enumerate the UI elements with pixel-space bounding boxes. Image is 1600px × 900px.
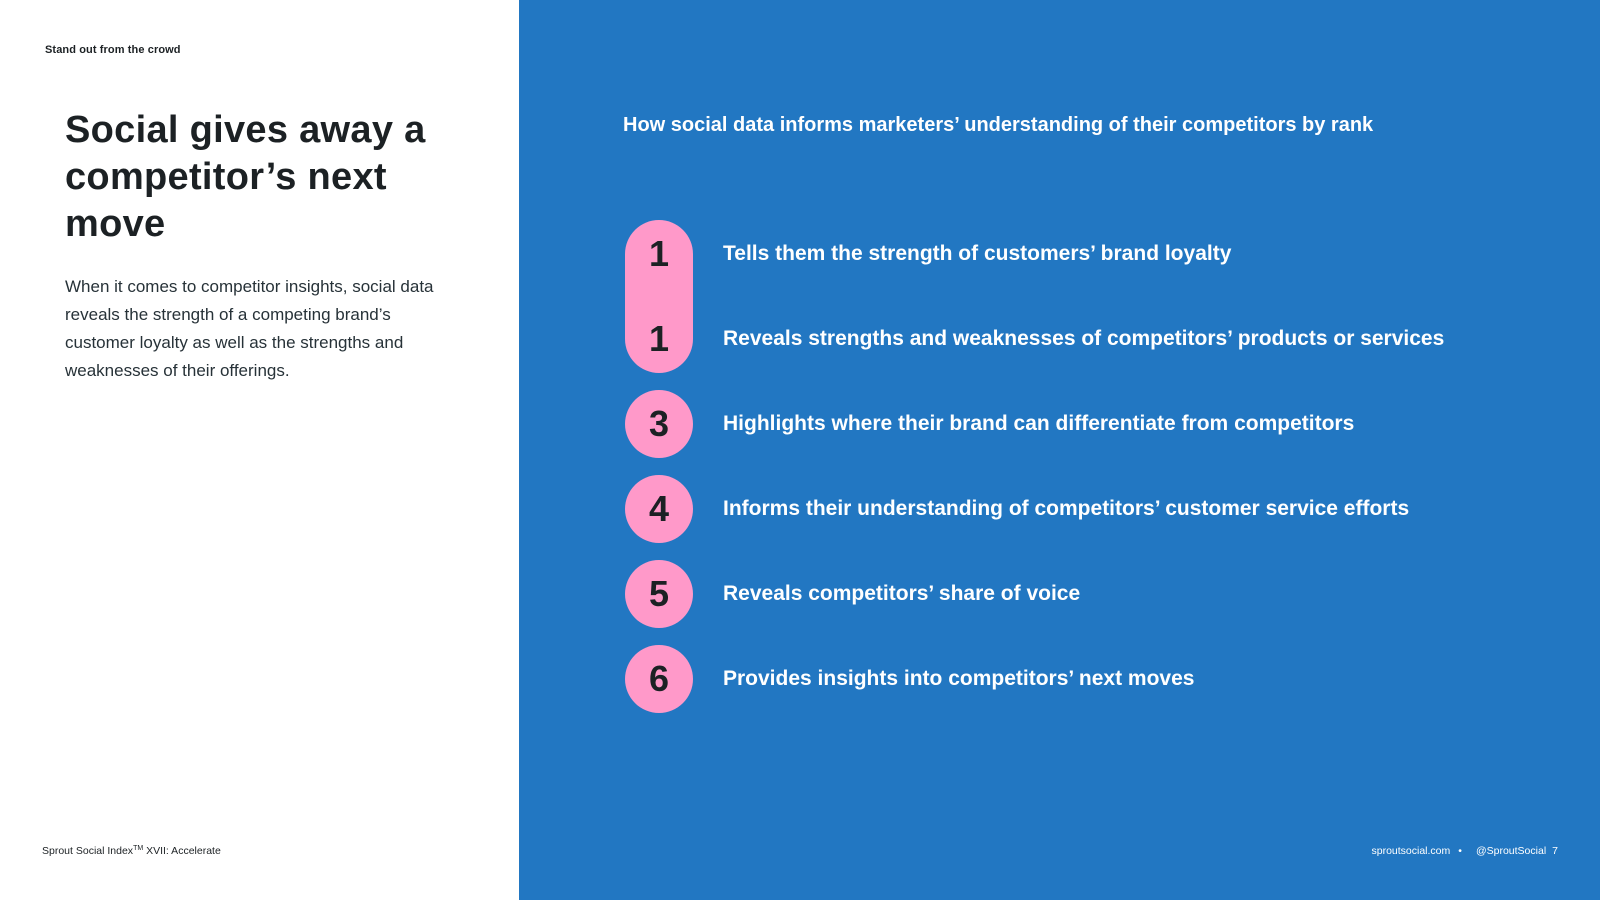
page-number: 7 [1552, 845, 1558, 857]
social-handle-link[interactable]: @SproutSocial [1475, 845, 1547, 857]
rank-number: 1 [648, 233, 670, 274]
rank-label: Reveals strengths and weaknesses of competitors’ products or services [723, 327, 1445, 350]
rank-label: Reveals competitors’ share of voice [723, 582, 1081, 605]
rank-number: 6 [648, 658, 670, 699]
chart-title: How social data informs marketers’ understanding of their competitors by rank [623, 114, 1374, 136]
rank-row [625, 305, 1525, 373]
rank-row [625, 645, 1525, 713]
left-panel [0, 0, 519, 900]
footer-publication [42, 845, 221, 857]
rank-row [625, 560, 1525, 628]
site-link[interactable]: sproutsocial.com [1371, 845, 1451, 857]
footer-separator: • [1458, 845, 1462, 857]
publication-edition: XVII: Accelerate [143, 845, 221, 857]
rank-label: Tells them the strength of customers’ brand loyalty [723, 242, 1232, 265]
footer-links [1365, 845, 1558, 857]
trademark-mark: TM [133, 845, 144, 852]
page-title: Social gives away a competitor’s next move [65, 109, 426, 245]
rank-row [625, 475, 1525, 543]
rank-number: 5 [648, 573, 670, 614]
rank-number: 4 [648, 488, 670, 529]
rank-row [625, 390, 1525, 458]
rank-number: 1 [648, 318, 670, 359]
body-paragraph: When it comes to competitor insights, social data reveals the strength of a competing brand’s customer loyalty as well as the strengths and weaknesses of their offerings. [65, 277, 434, 380]
ranking-panel [519, 0, 1600, 900]
rank-label: Highlights where their brand can differentiate from competitors [723, 412, 1355, 435]
rank-label: Provides insights into competitors’ next moves [723, 667, 1195, 690]
section-label: Stand out from the crowd [45, 44, 181, 56]
rank-number: 3 [648, 403, 670, 444]
rank-row [625, 220, 1525, 288]
rank-label: Informs their understanding of competitors’ customer service efforts [723, 497, 1410, 520]
publication-name: Sprout Social Index [42, 845, 134, 857]
